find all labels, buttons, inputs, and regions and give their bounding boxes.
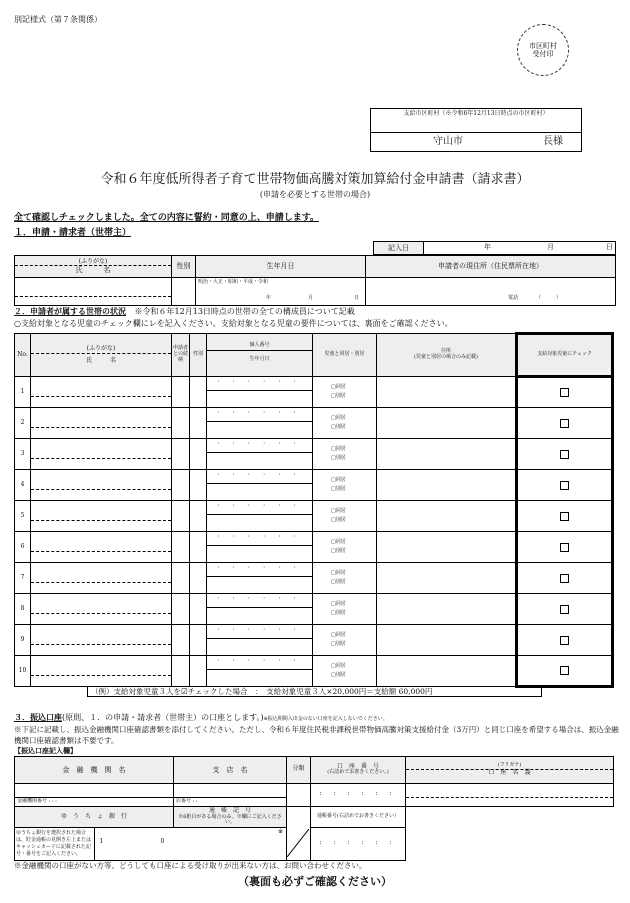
row-gender-field[interactable] — [190, 594, 207, 625]
payer-box — [370, 108, 582, 152]
pledge-text: 全て確認しチェックしました。全ての内容に誓約・同意の上、申請します。 — [14, 213, 320, 223]
checkbox[interactable] — [560, 574, 569, 583]
stamp-line2: 受付印 — [532, 50, 554, 58]
phone-paren: （ ） — [536, 295, 562, 301]
opt-same[interactable]: □同居 — [331, 415, 346, 421]
type-header: 分類 — [287, 757, 311, 784]
birth-field[interactable] — [196, 278, 366, 306]
row-myno-field[interactable]: : : : : : : — [207, 377, 313, 408]
applicant-name-field[interactable] — [15, 278, 172, 306]
yucho-slash-top — [287, 807, 311, 828]
row-cohabit[interactable] — [313, 470, 377, 501]
row-address-field[interactable] — [377, 563, 517, 594]
yucho-prefix-0: 0 — [160, 837, 165, 845]
branch-code-label: 店番号 — [176, 798, 192, 805]
row-myno-field[interactable]: : : : : : : — [207, 625, 313, 656]
page-subtitle: (申請を必要とする世帯の場合) — [259, 190, 371, 199]
row-check-field[interactable] — [517, 439, 613, 470]
row-check-field[interactable] — [517, 563, 613, 594]
section2-instruction: ○支給対象となる児童のチェック欄にレを記入ください。支給対象となる児童の要件については、裏面をご確認ください。 — [14, 319, 453, 328]
row-address-field[interactable] — [377, 532, 517, 563]
opt-same[interactable]: □同居 — [331, 477, 346, 483]
household-table — [14, 332, 614, 688]
row-myno-field[interactable]: : : : : : : — [207, 594, 313, 625]
opt-same[interactable]: □同居 — [331, 539, 346, 545]
row-name-field[interactable] — [31, 656, 172, 687]
bank-name-field[interactable]: 金融機関番号 : : : — [15, 783, 174, 806]
row-number: 3 — [15, 439, 31, 470]
yucho-no-field[interactable]: : : : : : : — [311, 827, 406, 860]
row-address-field[interactable] — [377, 470, 517, 501]
payer-city: 守山市 — [433, 136, 463, 147]
row-address-field[interactable] — [377, 439, 517, 470]
col-address-sub: (児童と別居の場合のみ記載) — [414, 354, 478, 360]
phone-label: 電話 — [508, 295, 519, 301]
passbook-no-header: 通帳番号(右詰めでお書きください） — [311, 807, 406, 828]
row-relation-field[interactable] — [172, 501, 190, 532]
yucho-note: ゆうちょ銀行を選択された場合は、貯金通帳の見開き左上またはキャッシュカードに記載された記号・番号をご記入ください。 — [15, 827, 95, 860]
section2-note: ※令和６年12月13日時点の世帯の全ての構成員について記載 — [134, 307, 355, 316]
checkbox[interactable] — [560, 388, 569, 397]
address-header: 申請者の現住所（住民票所在地） — [366, 256, 616, 278]
table-row — [15, 656, 613, 687]
row-gender-field[interactable] — [190, 563, 207, 594]
section2-heading: ２．申請者が属する世帯の状況 — [14, 306, 126, 316]
row-number: 10 — [15, 656, 31, 687]
row-relation-field[interactable] — [172, 377, 190, 408]
table-row — [15, 594, 613, 625]
bank-table — [14, 756, 614, 861]
opt-same[interactable]: □同居 — [331, 508, 346, 514]
branch-header: 支 店 名 — [174, 757, 287, 784]
checkbox[interactable] — [560, 419, 569, 428]
col-name-label: 氏 名 — [85, 356, 116, 364]
payer-label: 支給市区町村（※令和6年12月13日時点の市区町村） — [371, 109, 581, 133]
passbook-label: 通 帳 記 号 — [208, 806, 251, 814]
checkbox[interactable] — [560, 605, 569, 614]
yucho-prefix-1: 1 — [99, 837, 104, 845]
row-address-field[interactable] — [377, 656, 517, 687]
birth-year-unit: 年 — [266, 295, 272, 301]
row-myno-field[interactable]: : : : : : : — [207, 439, 313, 470]
row-myno-field[interactable]: : : : : : : — [207, 470, 313, 501]
yucho-header: ゆ う ち ょ 銀 行 — [15, 807, 174, 828]
row-number: 2 — [15, 408, 31, 439]
payer-title: 長様 — [543, 136, 563, 147]
day-unit: 日 — [606, 243, 613, 251]
opt-sep[interactable]: □別居 — [331, 641, 346, 647]
bank-name-header: 金 融 機 関 名 — [15, 757, 174, 784]
section1-heading: １．申請・請求者（世帯主） — [14, 228, 132, 238]
row-check-field[interactable] — [517, 377, 613, 408]
checkbox[interactable] — [560, 450, 569, 459]
row-cohabit[interactable] — [313, 377, 377, 408]
opt-sep[interactable]: □別居 — [331, 424, 346, 430]
back-note: （裏面も必ずご確認ください） — [238, 875, 392, 888]
row-name-field[interactable] — [31, 594, 172, 625]
row-cohabit[interactable] — [313, 563, 377, 594]
opt-sep[interactable]: □別居 — [331, 486, 346, 492]
table-row — [15, 501, 613, 532]
row-address-field[interactable] — [377, 594, 517, 625]
row-relation-field[interactable] — [172, 439, 190, 470]
row-number: 4 — [15, 470, 31, 501]
table-row — [15, 439, 613, 470]
checkbox[interactable] — [560, 636, 569, 645]
row-name-field[interactable] — [31, 377, 172, 408]
acct-no-header — [311, 757, 406, 784]
address-field[interactable] — [366, 278, 616, 306]
row-relation-field[interactable] — [172, 594, 190, 625]
row-cohabit[interactable] — [313, 408, 377, 439]
table-row — [15, 532, 613, 563]
row-myno-field[interactable]: : : : : : : — [207, 408, 313, 439]
row-gender-field[interactable] — [190, 408, 207, 439]
row-relation-field[interactable] — [172, 408, 190, 439]
row-relation-field[interactable] — [172, 656, 190, 687]
opt-same[interactable]: □同居 — [331, 570, 346, 576]
row-check-field[interactable] — [517, 594, 613, 625]
example-box: （例）支給対象児童３人を☑チェックした場合 ： 支給対象児童３人×20,000円＝支給額 60,000円 — [87, 686, 542, 697]
row-address-field[interactable] — [377, 377, 517, 408]
row-address-field[interactable] — [377, 501, 517, 532]
table-row — [15, 377, 613, 408]
row-number: 7 — [15, 563, 31, 594]
col-child: 児童と同居・別居 — [313, 334, 377, 377]
name-label: 氏 名 — [75, 266, 111, 275]
entry-date-label: 記入日 — [374, 242, 424, 255]
row-number: 5 — [15, 501, 31, 532]
yucho-star: ※ — [277, 827, 283, 835]
row-gender-field[interactable] — [190, 439, 207, 470]
entry-date-table — [373, 241, 616, 255]
opt-sep[interactable]: □別居 — [331, 672, 346, 678]
section3-heading: ３．振込口座 — [14, 712, 62, 722]
yucho-slash — [287, 827, 311, 860]
row-name-field[interactable] — [31, 470, 172, 501]
col-name — [31, 334, 172, 377]
opt-sep[interactable]: □別居 — [331, 517, 346, 523]
col-furigana: (ふりがな) — [31, 346, 171, 354]
month-unit: 月 — [547, 243, 554, 251]
row-name-field[interactable] — [31, 501, 172, 532]
holder-furigana: (フリガナ) — [406, 763, 613, 770]
reception-stamp-circle — [517, 24, 569, 76]
col-address — [377, 334, 517, 377]
checkbox[interactable] — [560, 481, 569, 490]
row-cohabit[interactable] — [313, 594, 377, 625]
table-row — [15, 470, 613, 501]
opt-sep[interactable]: □別居 — [331, 393, 346, 399]
col-gender: 性別 — [190, 334, 207, 377]
row-gender-field[interactable] — [190, 377, 207, 408]
acct-no-sub: (右詰めでお書きください。) — [327, 769, 389, 776]
row-myno-field[interactable]: : : : : : : — [207, 656, 313, 687]
table-row — [15, 625, 613, 656]
row-gender-field[interactable] — [190, 470, 207, 501]
checkbox[interactable] — [560, 543, 569, 552]
birth-month-unit: 月 — [308, 295, 314, 301]
col-birth-label: 生年月日 — [249, 355, 270, 362]
opt-sep[interactable]: □別居 — [331, 455, 346, 461]
row-check-field[interactable] — [517, 470, 613, 501]
bank-box-label: 【振込口座記入欄】 — [14, 746, 77, 755]
era-options: 明治・大正・昭和・平成・令和 — [198, 279, 269, 285]
page-title: 令和６年度低所得者子育て世帯物価高騰対策加算給付金申請書（請求書） — [100, 172, 530, 187]
row-number: 8 — [15, 594, 31, 625]
section3-instruction: ※下記に記載し、振込金融機関口座確認書類を添付してください。ただし、令和６年度住民税非課税世帯物価高騰対策支援給付金（3万円）と同じ口座を希望する場合は、振込金融機関口座確認書類は不要です。 — [14, 725, 619, 745]
row-check-field[interactable] — [517, 532, 613, 563]
row-name-field[interactable] — [31, 563, 172, 594]
type-field[interactable] — [287, 783, 311, 806]
form-label: 別記様式（第７条関係） — [14, 15, 102, 24]
opt-sep[interactable]: □別居 — [331, 579, 346, 585]
furigana-label: (ふりがな) — [15, 259, 171, 267]
table-row — [15, 563, 613, 594]
opt-same[interactable]: □同居 — [331, 446, 346, 452]
birth-day-unit: 日 — [354, 295, 360, 301]
acct-no-label: 口 座 番 号 — [336, 762, 379, 770]
row-relation-field[interactable] — [172, 563, 190, 594]
holder-label: 口 座 名 義 — [488, 768, 531, 776]
branch-field[interactable]: 店番号 : : — [174, 783, 287, 806]
holder-field[interactable] — [406, 783, 614, 806]
opt-same[interactable]: □同居 — [331, 663, 346, 669]
opt-same[interactable]: □同居 — [331, 632, 346, 638]
row-cohabit[interactable] — [313, 501, 377, 532]
section3-heading-note: (原則、１．の申請・請求者（世帯主）の口座とします。) — [62, 713, 264, 722]
gender-field[interactable] — [172, 278, 196, 306]
row-name-field[interactable] — [31, 408, 172, 439]
row-gender-field[interactable] — [190, 656, 207, 687]
row-relation-field[interactable] — [172, 532, 190, 563]
row-cohabit[interactable] — [313, 532, 377, 563]
row-check-field[interactable] — [517, 501, 613, 532]
row-address-field[interactable] — [377, 625, 517, 656]
row-check-field[interactable] — [517, 625, 613, 656]
row-gender-field[interactable] — [190, 625, 207, 656]
col-no: No. — [15, 334, 31, 377]
opt-same[interactable]: □同居 — [331, 601, 346, 607]
opt-sep[interactable]: □別居 — [331, 610, 346, 616]
row-cohabit[interactable] — [313, 439, 377, 470]
col-myno — [207, 334, 313, 377]
checkbox[interactable] — [560, 512, 569, 521]
section3-heading-small: ※振込期間入出金のない口座を記入しないでください。 — [263, 716, 388, 722]
row-check-field[interactable] — [517, 656, 613, 687]
row-check-field[interactable] — [517, 408, 613, 439]
checkbox[interactable] — [560, 666, 569, 675]
row-name-field[interactable] — [31, 439, 172, 470]
row-cohabit[interactable] — [313, 656, 377, 687]
row-number: 1 — [15, 377, 31, 408]
row-cohabit[interactable] — [313, 625, 377, 656]
row-address-field[interactable] — [377, 408, 517, 439]
row-number: 6 — [15, 532, 31, 563]
bank-code-label: 金融機関番号 — [17, 798, 48, 805]
year-unit: 年 — [484, 243, 491, 251]
applicant-table — [14, 255, 616, 306]
row-gender-field[interactable] — [190, 501, 207, 532]
passbook-sub: ※6桁目がある場合のみ、※欄にご記入ください。 — [178, 813, 282, 826]
row-myno-field[interactable]: : : : : : : — [207, 532, 313, 563]
yucho-code-field[interactable] — [94, 827, 287, 860]
opt-same[interactable]: □同居 — [331, 384, 346, 390]
opt-sep[interactable]: □別居 — [331, 548, 346, 554]
row-name-field[interactable] — [31, 532, 172, 563]
applicant-name-header — [15, 256, 172, 278]
row-myno-field[interactable]: : : : : : : — [207, 563, 313, 594]
table-row — [15, 408, 613, 439]
row-myno-field[interactable]: : : : : : : — [207, 501, 313, 532]
col-relation: 申請者との続柄 — [172, 334, 190, 377]
row-number: 9 — [15, 625, 31, 656]
footer-note: ※金融機関の口座がない方等、どうしても口座による受け取りが出来ない方は、お問い合わせください。 — [14, 861, 367, 870]
blank-cell — [406, 807, 614, 828]
passbook-header — [174, 807, 287, 828]
row-name-field[interactable] — [31, 625, 172, 656]
blank-cell-2 — [406, 827, 614, 860]
stamp-line1: 市区町村 — [529, 41, 557, 50]
row-relation-field[interactable] — [172, 625, 190, 656]
holder-header — [406, 757, 614, 784]
row-gender-field[interactable] — [190, 532, 207, 563]
birth-header: 生年月日 — [196, 256, 366, 278]
gender-header: 性別 — [172, 256, 196, 278]
col-address-label: 住所 — [440, 348, 451, 355]
col-check: 支給対象児童にチェック — [517, 334, 613, 377]
acct-no-field[interactable]: : : : : : : — [311, 783, 406, 806]
row-relation-field[interactable] — [172, 470, 190, 501]
entry-date-field[interactable] — [424, 242, 616, 255]
col-myno-label: 個人番号 — [207, 342, 312, 351]
